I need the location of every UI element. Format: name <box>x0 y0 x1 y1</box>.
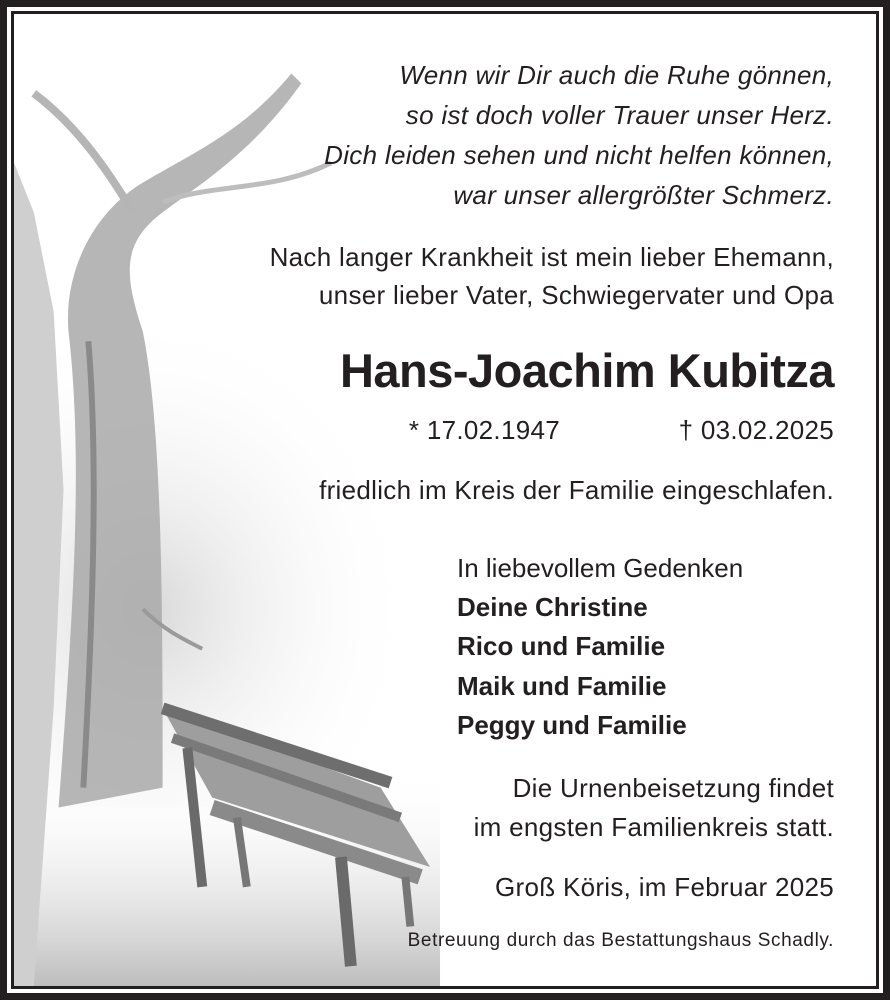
obituary-inner-border <box>11 11 879 989</box>
birth-date: * 17.02.1947 <box>408 415 560 445</box>
poem-line: Wenn wir Dir auch die Ruhe gönnen, <box>399 60 834 90</box>
deceased-name: Hans-Joachim Kubitza <box>339 344 834 397</box>
burial-note: im engsten Familienkreis statt. <box>473 812 834 842</box>
mourner-name: Deine Christine <box>457 592 648 622</box>
intro-line: unser lieber Vater, Schwiegervater und Opa <box>318 280 834 310</box>
mourner-name: Maik und Familie <box>457 671 667 701</box>
poem-line: war unser allergrößter Schmerz. <box>453 180 834 210</box>
intro-line: Nach langer Krankheit ist mein lieber Ehemann, <box>269 242 834 272</box>
mourner-name: Rico und Familie <box>457 631 666 661</box>
poem-line: Dich leiden sehen und nicht helfen können, <box>324 140 834 170</box>
mourners-heading: In liebevollem Gedenken <box>457 553 744 583</box>
death-date: † 03.02.2025 <box>678 415 834 445</box>
poem-line: so ist doch voller Trauer unser Herz. <box>405 100 834 130</box>
obituary-frame <box>7 7 883 993</box>
burial-note: Die Urnenbeisetzung findet <box>512 773 834 803</box>
funeral-home-credit: Betreuung durch das Bestattungshaus Schadly. <box>407 930 834 951</box>
passing-text: friedlich im Kreis der Familie eingeschlafen. <box>319 475 834 505</box>
mourner-name: Peggy und Familie <box>457 710 687 740</box>
place-date: Groß Köris, im Februar 2025 <box>495 872 834 902</box>
